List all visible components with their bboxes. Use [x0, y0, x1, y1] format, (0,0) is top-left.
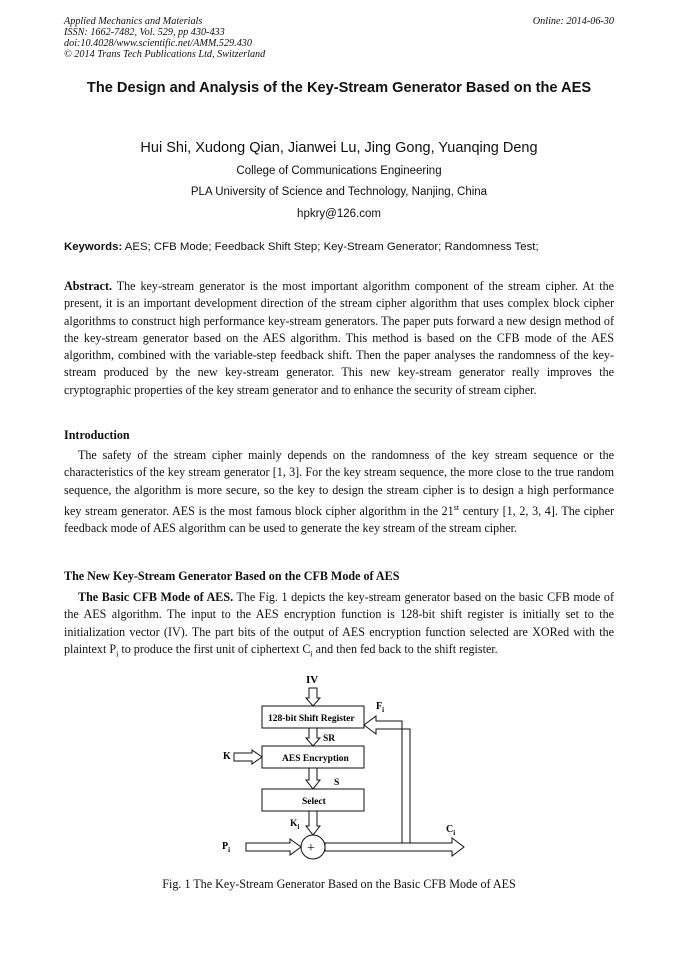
section2-text-2: to produce the first unit of ciphertext C: [118, 641, 311, 656]
xor-symbol: +: [307, 841, 315, 856]
keywords-text: AES; CFB Mode; Feedback Shift Step; Key-Stream Generator; Randomness Test;: [122, 241, 539, 253]
k-label: K: [223, 751, 231, 762]
ki-label: $K_i$: [290, 819, 300, 831]
section2-text-1: The Fig. 1 depicts the key-stream generator based on the basic CFB mode of the AES algorithm. The input to the AES encryption function is 128-bit shift register is initially set to the initialization vector (IV). The part bits of the output of AES encryption function selected are XORed with the plaintext P: [64, 590, 614, 656]
section2-sublabel: The Basic CFB Mode of AES.: [78, 590, 234, 604]
fi-label: $F_i$: [376, 701, 385, 714]
sr-arrow: [306, 728, 320, 746]
iv-label: IV: [306, 674, 319, 686]
ci-label: $C_i$: [446, 824, 456, 837]
affiliation-college: College of Communications Engineering: [236, 165, 442, 177]
figure-caption: Fig. 1 The Key-Stream Generator Based on the Basic CFB Mode of AES: [162, 877, 516, 891]
paper-title: The Design and Analysis of the Key-Stream Generator Based on the AES: [86, 80, 592, 96]
shift-register-label: 128-bit Shift Register: [268, 714, 355, 724]
pi-label: $P_i$: [222, 841, 231, 854]
k-arrow: [234, 750, 262, 764]
intro-text-2: century [1, 2, 3, 4]. The cipher feedback mode of AES algorithm can be used to generate the key stream of the stream cipher.: [64, 503, 614, 536]
author-list: Hui Shi, Xudong Qian, Jianwei Lu, Jing Gong, Yuanqing Deng: [140, 140, 538, 156]
section2-text-3: and then fed back to the shift register.: [312, 641, 498, 656]
intro-text-1: The safety of the stream cipher mainly depends on the randomness of the key stream sequence or the characteristics of the key stream generator [1, 3]. For the key stream sequence, the more close to the true random sequence, the algorithm is more secure, so the key to design the stream cipher is to design a high performance key stream generator. AES is the most famous block cipher algorithm in the 21: [64, 448, 614, 518]
subscript-i: i: [116, 649, 119, 659]
s-label: S: [334, 778, 340, 788]
ki-arrow: [306, 811, 320, 835]
affiliation-university: PLA University of Science and Technology, Nanjing, China: [190, 186, 488, 198]
ci-arrow: [325, 838, 464, 856]
journal-copyright: © 2014 Trans Tech Publications Ltd, Switzerland: [64, 49, 266, 60]
abstract-text: The key-stream generator is the most important algorithm component of the stream cipher. At the present, it is an important development direction of the stream cipher algorithm that uses complex block cipher algorithms to construct high performance key-stream generators. The paper puts forward a new design method of the key-stream generator based on the AES algorithm. This method is based on the CFB mode of the AES algorithm, combined with the variable-step feedback shift. Then the paper analyses the randomness of the key-stream produced by the new key-stream generator. This new key-stream generator really improves the cryptographic properties of the key stream generator and to enhance the security of stream cipher.: [64, 279, 614, 397]
feedback-arrow: [364, 716, 410, 843]
abstract-label: Abstract.: [64, 279, 113, 293]
author-email[interactable]: hpkry@126.com: [297, 208, 381, 220]
aes-encryption-label: AES Encryption: [282, 754, 349, 764]
journal-doi[interactable]: doi:10.4028/www.scientific.net/AMM.529.430: [64, 38, 252, 49]
subscript-i: i: [310, 649, 313, 659]
select-label: Select: [302, 797, 326, 807]
keywords-label: Keywords:: [64, 241, 123, 253]
sr-label: SR: [323, 734, 336, 744]
pi-arrow: [246, 839, 301, 855]
iv-arrow: [306, 688, 320, 706]
journal-issn: ISSN: 1662-7482, Vol. 529, pp 430-433: [64, 27, 225, 38]
intro-superscript: st: [453, 502, 460, 512]
introduction-heading: Introduction: [64, 428, 130, 442]
online-date: Online: 2014-06-30: [532, 16, 614, 27]
s-arrow: [306, 768, 320, 789]
section2-heading: The New Key-Stream Generator Based on the CFB Mode of AES: [64, 569, 400, 583]
journal-name: Applied Mechanics and Materials: [64, 16, 203, 27]
